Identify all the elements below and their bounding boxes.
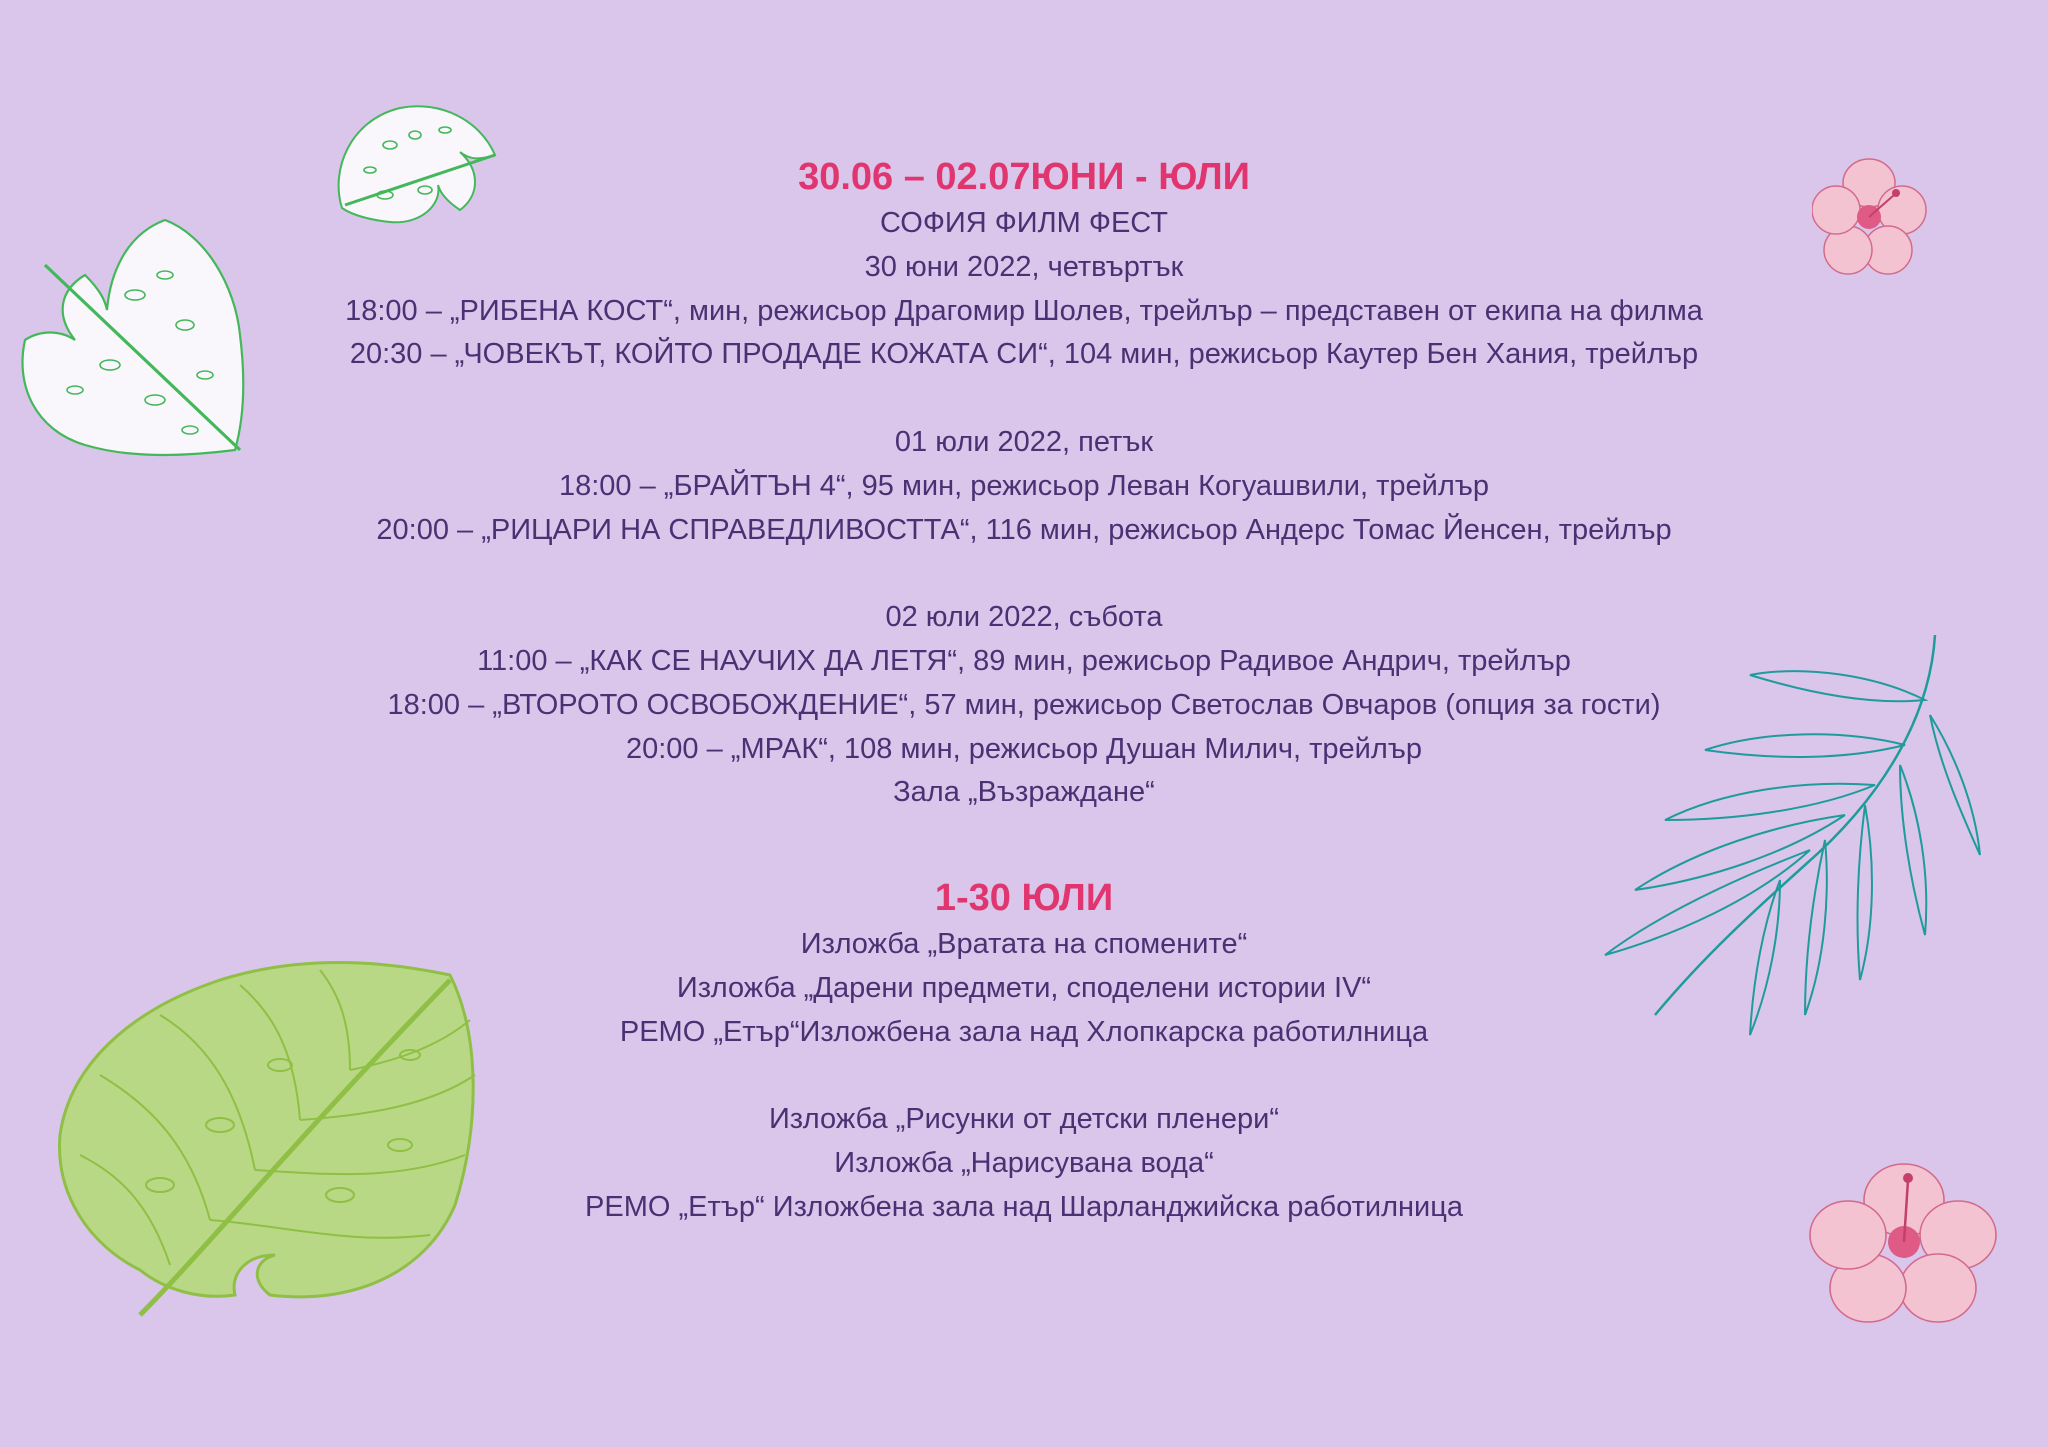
day-date: 02 юли 2022, събота <box>885 601 1163 634</box>
exhibition-venue: РЕМО „Етър“ Изложбена зала над Шарланджийска работилница <box>585 1190 1463 1223</box>
festival-title: 30.06 – 02.07ЮНИ - ЮЛИ <box>798 156 1250 198</box>
exhibition-line: Изложба „Дарени предмети, споделени истории IV“ <box>676 971 1372 1004</box>
screening-line: 18:00 – „ВТОРОТО ОСВОБОЖДЕНИЕ“, 57 мин, режисьор Светослав Овчаров (опция за гости) <box>387 688 1661 721</box>
program-content <box>0 152 2048 1230</box>
exhibition-line: Изложба „Вратата на спомените“ <box>800 928 1248 961</box>
screening-line: 18:00 – „БРАЙТЪН 4“, 95 мин, режисьор Леван Когуашвили, трейлър <box>558 469 1490 502</box>
exhibition-venue: РЕМО „Етър“Изложбена зала над Хлопкарска работилница <box>619 1015 1429 1048</box>
festival-name: СОФИЯ ФИЛМ ФЕСТ <box>880 207 1168 239</box>
screening-line: 20:00 – „МРАК“, 108 мин, режисьор Душан Милич, трейлър <box>625 732 1423 765</box>
screening-line: 18:00 – „РИБЕНА КОСТ“, мин, режисьор Драгомир Шолев, трейлър – представен от екипа на филма <box>345 294 1703 327</box>
exhibition-line: Изложба „Рисунки от детски пленери“ <box>768 1103 1280 1136</box>
screening-line: 11:00 – „КАК СЕ НАУЧИХ ДА ЛЕТЯ“, 89 мин, режисьор Радивое Андрич, трейлър <box>477 644 1571 677</box>
exhibition-line: Изложба „Нарисувана вода“ <box>834 1147 1214 1180</box>
day-date: 30 юни 2022, четвъртък <box>864 250 1184 283</box>
screening-line: 20:30 – „ЧОВЕКЪТ, КОЙТО ПРОДАДЕ КОЖАТА СИ“, 104 мин, режисьор Каутер Бен Хания, трейлър <box>349 338 1699 371</box>
screening-line: 20:00 – „РИЦАРИ НА СПРАВЕДЛИВОСТТА“, 116 мин, режисьор Андерс Томас Йенсен, трейлър <box>376 513 1672 546</box>
day-date: 01 юли 2022, петък <box>894 425 1154 458</box>
venue: Зала „Възраждане“ <box>893 776 1155 809</box>
exhibitions-title: 1-30 ЮЛИ <box>934 877 1114 920</box>
